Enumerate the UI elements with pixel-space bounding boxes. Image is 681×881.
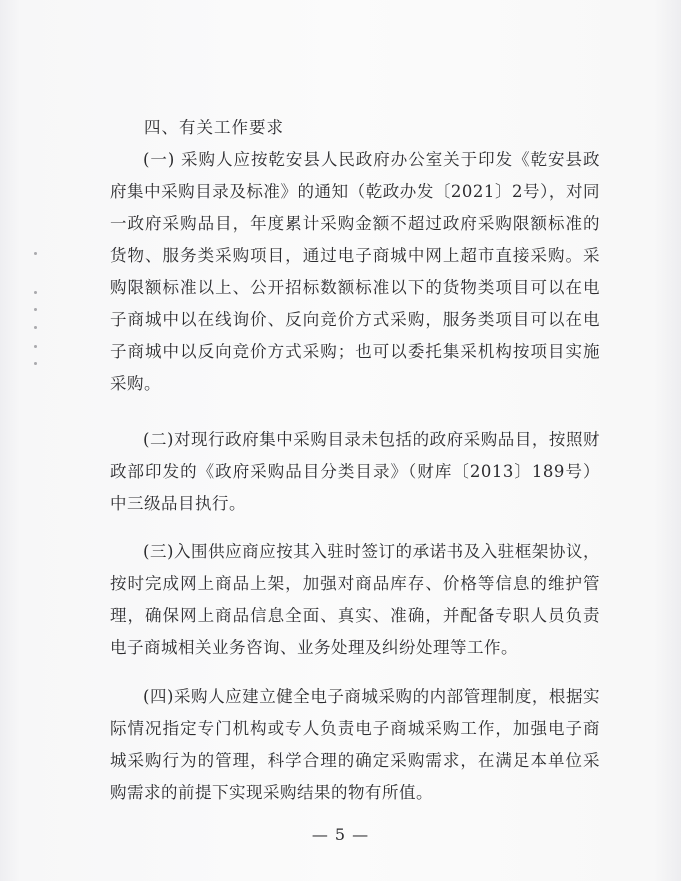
paragraph-supplier-obligations: (三)入围供应商应按其入驻时签订的承诺书及入驻框架协议，按时完成网上商品上架，加强对商品库存、价格等信息的维护管理，确保网上商品信息全面、真实、准确，并配备专职人员负责电子商城相关业务咨询、业务处理及纠纷处理等工作。 xyxy=(110,542,600,657)
binding-hole-mark xyxy=(34,345,37,348)
binding-hole-mark xyxy=(34,362,37,365)
binding-hole-mark xyxy=(34,291,37,294)
paragraph-catalog-items: (二)对现行政府集中采购目录未包括的政府采购品目，按照财政部印发的《政府采购品目分类目录》（财库〔2013〕189号）中三级品目执行。 xyxy=(110,430,600,513)
binding-hole-mark xyxy=(34,326,37,329)
section-heading: 四、有关工作要求 xyxy=(144,118,284,137)
paragraph-procurement-rules: (一) 采购人应按乾安县人民政府办公室关于印发《乾安县政府集中采购目录及标准》的通知（乾政办发〔2021〕2号），对同一政府采购品目，年度累计采购金额不超过政府采购限额标准的货物、服务类采购项目，通过电子商城中网上超市直接采购。采购限额标准以上、公开招标数额标准以下的货物类项目可以在电子商城中以在线询价、反向竞价方式采购，服务类项目可以在电子商城中以反向竞价方式采购；也可以委托集采机构按项目实施采购。 xyxy=(110,150,600,393)
paragraph-internal-management: (四)采购人应建立健全电子商城采购的内部管理制度，根据实际情况指定专门机构或专人负责电子商城采购工作，加强电子商城采购行为的管理，科学合理的确定采购需求，在满足本单位采购需求的前提下实现采购结果的物有所值。 xyxy=(110,687,600,802)
binding-hole-mark xyxy=(34,308,37,311)
page-number: — 5 — xyxy=(311,825,370,844)
binding-hole-mark xyxy=(34,252,37,255)
